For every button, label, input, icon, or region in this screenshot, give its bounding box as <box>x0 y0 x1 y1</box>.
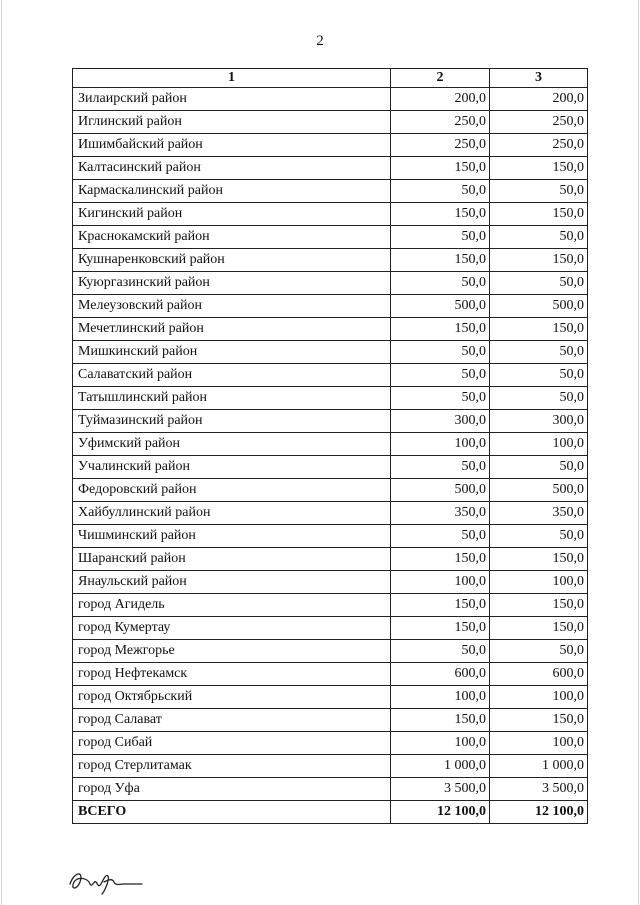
amount-col3: 3 500,0 <box>490 778 588 801</box>
amount-col3: 50,0 <box>490 341 588 364</box>
amount-col2: 200,0 <box>391 88 490 111</box>
district-name: Чишминский район <box>73 525 391 548</box>
district-name: Мечетлинский район <box>73 318 391 341</box>
amount-col3: 50,0 <box>490 640 588 663</box>
amount-col3: 50,0 <box>490 364 588 387</box>
amount-col2: 1 000,0 <box>391 755 490 778</box>
table-row <box>73 226 588 249</box>
column-header-2: 2 <box>391 69 490 88</box>
table-row <box>73 571 588 594</box>
table-row <box>73 640 588 663</box>
district-name: Шаранский район <box>73 548 391 571</box>
amount-col3: 50,0 <box>490 226 588 249</box>
allocation-table <box>72 68 588 824</box>
amount-col3: 500,0 <box>490 479 588 502</box>
table-row <box>73 686 588 709</box>
amount-col2: 500,0 <box>391 295 490 318</box>
amount-col2: 150,0 <box>391 617 490 640</box>
scan-edge-right <box>638 0 639 905</box>
table-row <box>73 778 588 801</box>
table-row <box>73 157 588 180</box>
table-row <box>73 111 588 134</box>
amount-col2: 250,0 <box>391 134 490 157</box>
amount-col3: 100,0 <box>490 732 588 755</box>
table-row <box>73 548 588 571</box>
amount-col2: 100,0 <box>391 686 490 709</box>
table-row <box>73 318 588 341</box>
amount-col2: 300,0 <box>391 410 490 433</box>
district-name: город Нефтекамск <box>73 663 391 686</box>
district-name: Туймазинский район <box>73 410 391 433</box>
amount-col3: 500,0 <box>490 295 588 318</box>
table-row <box>73 479 588 502</box>
table-row <box>73 364 588 387</box>
amount-col3: 150,0 <box>490 709 588 732</box>
amount-col2: 50,0 <box>391 640 490 663</box>
table-row <box>73 617 588 640</box>
table-row <box>73 456 588 479</box>
table-row <box>73 203 588 226</box>
amount-col3: 100,0 <box>490 571 588 594</box>
district-name: Куюргазинский район <box>73 272 391 295</box>
table-row <box>73 525 588 548</box>
district-name: город Стерлитамак <box>73 755 391 778</box>
table-row <box>73 663 588 686</box>
amount-col2: 150,0 <box>391 594 490 617</box>
amount-col2: 150,0 <box>391 318 490 341</box>
district-name: Кармаскалинский район <box>73 180 391 203</box>
table-row <box>73 249 588 272</box>
amount-col3: 50,0 <box>490 525 588 548</box>
amount-col3: 150,0 <box>490 249 588 272</box>
table-row <box>73 709 588 732</box>
amount-col2: 150,0 <box>391 709 490 732</box>
district-name: город Межгорье <box>73 640 391 663</box>
table-row <box>73 502 588 525</box>
amount-col2: 500,0 <box>391 479 490 502</box>
table-row <box>73 410 588 433</box>
district-name: Янаульский район <box>73 571 391 594</box>
amount-col3: 150,0 <box>490 594 588 617</box>
district-name: Кушнаренковский район <box>73 249 391 272</box>
amount-col2: 100,0 <box>391 571 490 594</box>
amount-col2: 150,0 <box>391 548 490 571</box>
amount-col2: 350,0 <box>391 502 490 525</box>
table-row <box>73 387 588 410</box>
district-name: Хайбуллинский район <box>73 502 391 525</box>
district-name: Зилаирский район <box>73 88 391 111</box>
amount-col2: 50,0 <box>391 525 490 548</box>
table-row <box>73 134 588 157</box>
amount-col2: 50,0 <box>391 456 490 479</box>
amount-col2: 150,0 <box>391 157 490 180</box>
table-row <box>73 341 588 364</box>
table-header-row <box>73 69 588 88</box>
amount-col2: 50,0 <box>391 180 490 203</box>
amount-col2: 100,0 <box>391 433 490 456</box>
amount-col3: 50,0 <box>490 456 588 479</box>
district-name: Мишкинский район <box>73 341 391 364</box>
amount-col3: 250,0 <box>490 111 588 134</box>
table-row <box>73 295 588 318</box>
amount-col3: 250,0 <box>490 134 588 157</box>
scan-edge-left <box>1 0 2 905</box>
column-header-3: 3 <box>490 69 588 88</box>
total-col2: 12 100,0 <box>391 801 490 824</box>
table-row <box>73 433 588 456</box>
amount-col3: 200,0 <box>490 88 588 111</box>
table-row <box>73 88 588 111</box>
table-row <box>73 732 588 755</box>
amount-col3: 300,0 <box>490 410 588 433</box>
district-name: город Агидель <box>73 594 391 617</box>
amount-col2: 150,0 <box>391 203 490 226</box>
amount-col2: 250,0 <box>391 111 490 134</box>
amount-col3: 350,0 <box>490 502 588 525</box>
amount-col3: 150,0 <box>490 548 588 571</box>
district-name: Учалинский район <box>73 456 391 479</box>
amount-col2: 3 500,0 <box>391 778 490 801</box>
amount-col3: 50,0 <box>490 387 588 410</box>
district-name: город Октябрьский <box>73 686 391 709</box>
amount-col3: 50,0 <box>490 180 588 203</box>
district-name: Иглинский район <box>73 111 391 134</box>
table-row <box>73 272 588 295</box>
amount-col2: 50,0 <box>391 272 490 295</box>
table-row <box>73 594 588 617</box>
amount-col2: 50,0 <box>391 364 490 387</box>
amount-col3: 1 000,0 <box>490 755 588 778</box>
table-row <box>73 180 588 203</box>
district-name: Калтасинский район <box>73 157 391 180</box>
amount-col3: 150,0 <box>490 617 588 640</box>
district-name: Федоровский район <box>73 479 391 502</box>
amount-col2: 150,0 <box>391 249 490 272</box>
district-name: Татышлинский район <box>73 387 391 410</box>
table-body <box>73 88 588 801</box>
total-row <box>73 801 588 824</box>
district-name: Кигинский район <box>73 203 391 226</box>
district-name: Краснокамский район <box>73 226 391 249</box>
amount-col2: 50,0 <box>391 387 490 410</box>
amount-col3: 600,0 <box>490 663 588 686</box>
district-name: Мелеузовский район <box>73 295 391 318</box>
amount-col3: 150,0 <box>490 318 588 341</box>
district-name: Уфимский район <box>73 433 391 456</box>
amount-col2: 100,0 <box>391 732 490 755</box>
amount-col2: 50,0 <box>391 341 490 364</box>
district-name: город Кумертау <box>73 617 391 640</box>
amount-col3: 150,0 <box>490 203 588 226</box>
district-name: город Уфа <box>73 778 391 801</box>
total-label: ВСЕГО <box>73 801 391 824</box>
amount-col2: 50,0 <box>391 226 490 249</box>
amount-col3: 100,0 <box>490 686 588 709</box>
column-header-1: 1 <box>73 69 391 88</box>
amount-col3: 50,0 <box>490 272 588 295</box>
table-row <box>73 755 588 778</box>
amount-col2: 600,0 <box>391 663 490 686</box>
district-name: город Сибай <box>73 732 391 755</box>
amount-col3: 100,0 <box>490 433 588 456</box>
district-name: Ишимбайский район <box>73 134 391 157</box>
district-name: город Салават <box>73 709 391 732</box>
page-number: 2 <box>316 33 324 49</box>
amount-col3: 150,0 <box>490 157 588 180</box>
total-col3: 12 100,0 <box>490 801 588 824</box>
district-name: Салаватский район <box>73 364 391 387</box>
handwritten-signature-icon <box>66 866 146 896</box>
